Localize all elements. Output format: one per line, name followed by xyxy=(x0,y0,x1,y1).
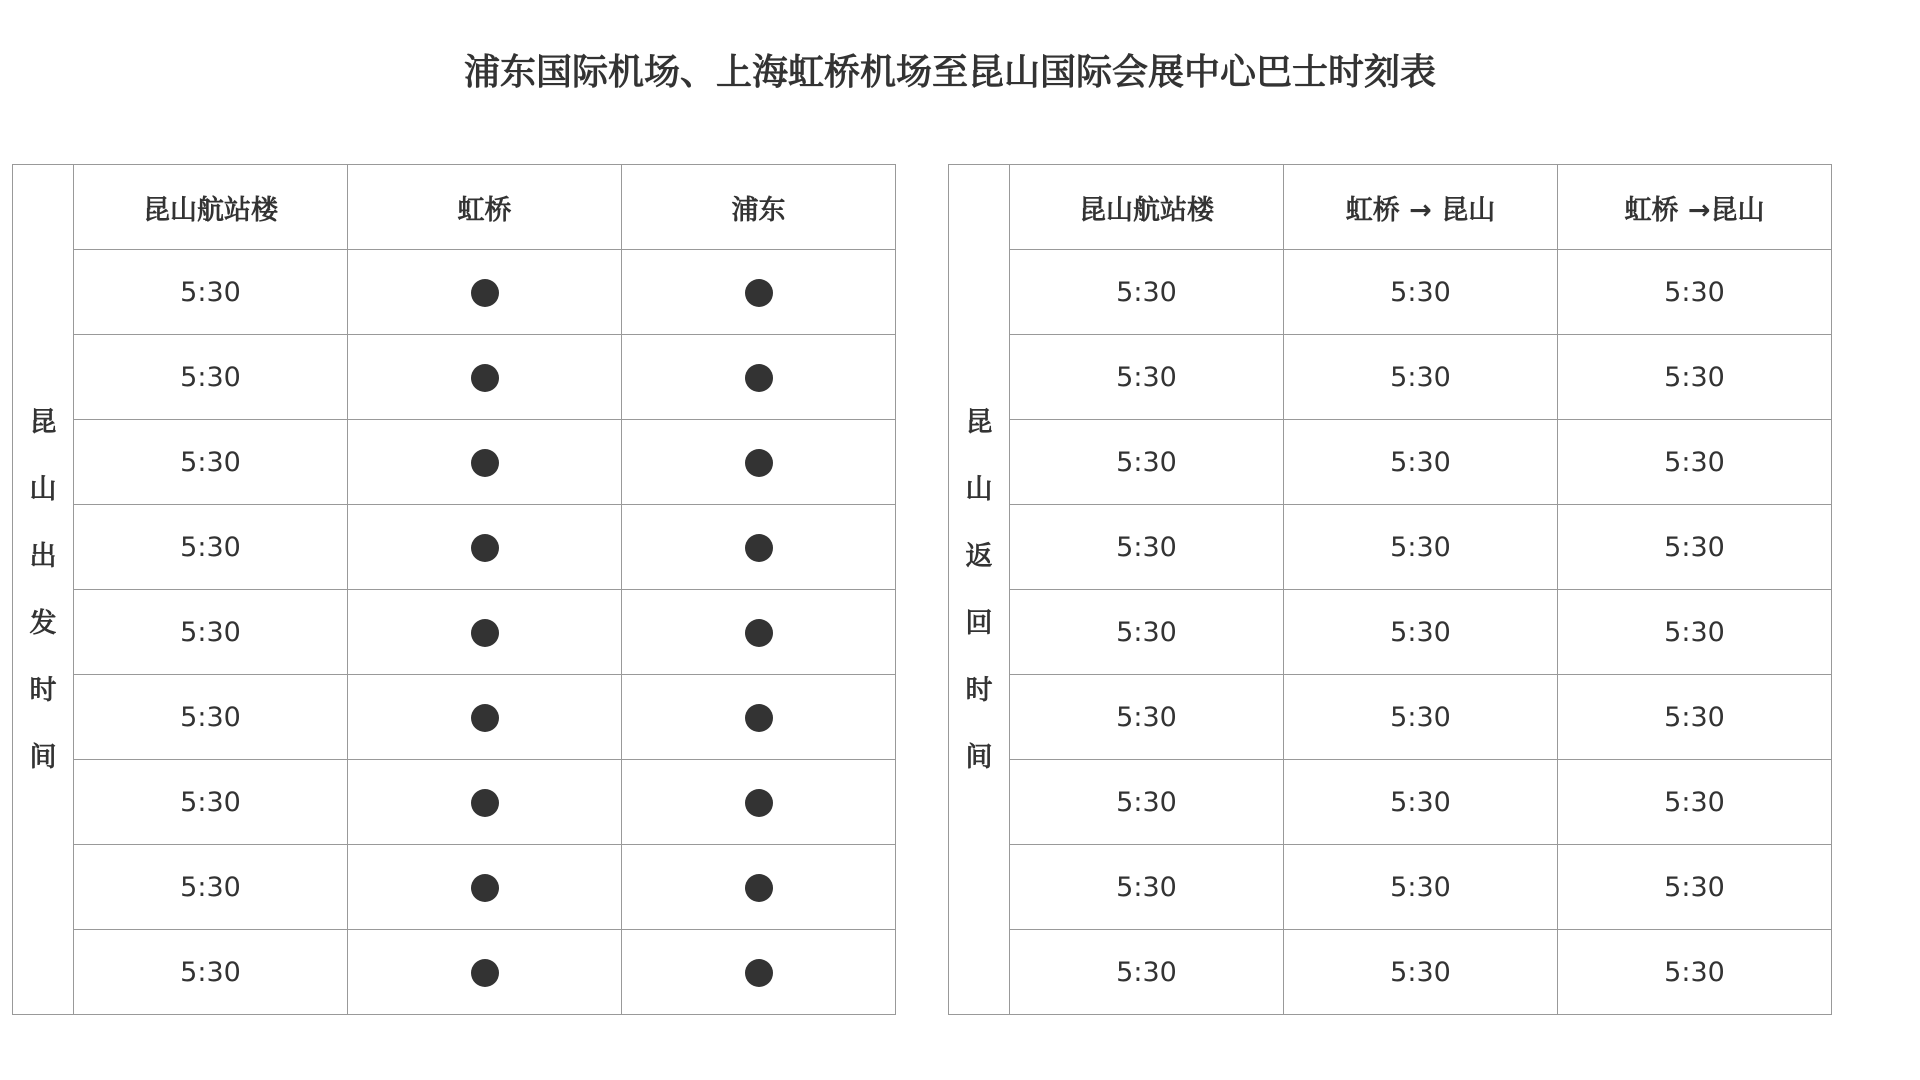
page-title: 浦东国际机场、上海虹桥机场至昆山国际会展中心巴士时刻表 xyxy=(463,52,1436,93)
table-row xyxy=(13,505,896,590)
filled-circle-icon xyxy=(471,279,499,307)
filled-circle-icon xyxy=(471,364,499,392)
departure-hongqiao-cell xyxy=(348,505,622,590)
table-row xyxy=(13,760,896,845)
return-side-char: 时 xyxy=(965,674,993,706)
return-time-cell: 5:30 xyxy=(1284,505,1558,590)
return-time-cell: 5:30 xyxy=(1558,420,1832,505)
filled-circle-icon xyxy=(745,534,773,562)
return-time-cell: 5:30 xyxy=(1010,845,1284,930)
departure-pudong-cell xyxy=(622,250,896,335)
departure-hongqiao-cell xyxy=(348,675,622,760)
filled-circle-icon xyxy=(471,704,499,732)
return-time-cell: 5:30 xyxy=(1558,760,1832,845)
departure-pudong-cell xyxy=(622,335,896,420)
filled-circle-icon xyxy=(745,789,773,817)
filled-circle-icon xyxy=(745,959,773,987)
departure-hongqiao-cell xyxy=(348,420,622,505)
departure-time-cell: 5:30 xyxy=(74,845,348,930)
departure-time-cell: 5:30 xyxy=(74,675,348,760)
return-side-char: 间 xyxy=(965,741,993,773)
return-column-header: 虹桥 →昆山 xyxy=(1558,165,1832,250)
departure-time-cell: 5:30 xyxy=(74,590,348,675)
return-time-cell: 5:30 xyxy=(1010,505,1284,590)
return-side-char: 山 xyxy=(965,473,993,505)
table-row xyxy=(13,420,896,505)
departure-side-char: 发 xyxy=(29,607,57,639)
departure-hongqiao-cell xyxy=(348,250,622,335)
return-time-cell: 5:30 xyxy=(1284,590,1558,675)
table-row xyxy=(13,845,896,930)
filled-circle-icon xyxy=(745,449,773,477)
return-time-cell: 5:30 xyxy=(1010,250,1284,335)
departure-time-cell: 5:30 xyxy=(74,250,348,335)
filled-circle-icon xyxy=(471,449,499,477)
return-time-cell: 5:30 xyxy=(1284,760,1558,845)
filled-circle-icon xyxy=(471,534,499,562)
departure-pudong-cell xyxy=(622,505,896,590)
table-row xyxy=(949,505,1832,590)
departure-pudong-cell xyxy=(622,760,896,845)
departure-pudong-cell xyxy=(622,675,896,760)
return-side-label-text xyxy=(949,389,1009,791)
return-time-cell: 5:30 xyxy=(1010,590,1284,675)
filled-circle-icon xyxy=(471,959,499,987)
return-time-cell: 5:30 xyxy=(1284,420,1558,505)
filled-circle-icon xyxy=(745,874,773,902)
table-row xyxy=(13,590,896,675)
return-column-header: 虹桥 → 昆山 xyxy=(1284,165,1558,250)
return-time-cell: 5:30 xyxy=(1558,505,1832,590)
return-side-char: 昆 xyxy=(965,406,993,438)
departure-pudong-cell xyxy=(622,420,896,505)
return-time-cell: 5:30 xyxy=(1558,250,1832,335)
departure-column-header: 浦东 xyxy=(622,165,896,250)
table-row xyxy=(949,250,1832,335)
return-time-cell: 5:30 xyxy=(1284,845,1558,930)
return-column-header: 昆山航站楼 xyxy=(1010,165,1284,250)
return-time-cell: 5:30 xyxy=(1284,675,1558,760)
filled-circle-icon xyxy=(745,704,773,732)
return-time-cell: 5:30 xyxy=(1010,930,1284,1015)
departure-time-cell: 5:30 xyxy=(74,760,348,845)
return-time-cell: 5:30 xyxy=(1284,930,1558,1015)
return-time-cell: 5:30 xyxy=(1010,675,1284,760)
departure-time-cell: 5:30 xyxy=(74,335,348,420)
table-row xyxy=(949,675,1832,760)
departure-side-char: 时 xyxy=(29,674,57,706)
filled-circle-icon xyxy=(745,279,773,307)
departure-hongqiao-cell xyxy=(348,930,622,1015)
departure-pudong-cell xyxy=(622,590,896,675)
departure-time-cell: 5:30 xyxy=(74,930,348,1015)
departure-pudong-cell xyxy=(622,845,896,930)
return-time-cell: 5:30 xyxy=(1010,335,1284,420)
filled-circle-icon xyxy=(745,619,773,647)
return-side-char: 返 xyxy=(965,540,993,572)
table-row xyxy=(949,760,1832,845)
table-row xyxy=(13,335,896,420)
table-row xyxy=(13,930,896,1015)
return-time-cell: 5:30 xyxy=(1558,675,1832,760)
departure-side-label xyxy=(13,165,74,1015)
departure-table xyxy=(12,164,896,1015)
table-row xyxy=(13,675,896,760)
return-side-char: 回 xyxy=(965,607,993,639)
return-time-cell: 5:30 xyxy=(1558,930,1832,1015)
departure-column-header: 虹桥 xyxy=(348,165,622,250)
table-row xyxy=(949,335,1832,420)
table-row xyxy=(949,845,1832,930)
departure-time-cell: 5:30 xyxy=(74,505,348,590)
return-side-label xyxy=(949,165,1010,1015)
departure-hongqiao-cell xyxy=(348,845,622,930)
departure-side-char: 昆 xyxy=(29,406,57,438)
departure-column-header: 昆山航站楼 xyxy=(74,165,348,250)
table-row xyxy=(949,590,1832,675)
departure-side-char: 间 xyxy=(29,741,57,773)
table-row xyxy=(949,930,1832,1015)
departure-time-cell: 5:30 xyxy=(74,420,348,505)
return-time-cell: 5:30 xyxy=(1284,335,1558,420)
departure-header-row xyxy=(13,165,896,250)
return-header-row xyxy=(949,165,1832,250)
return-time-cell: 5:30 xyxy=(1010,760,1284,845)
table-row xyxy=(13,250,896,335)
departure-side-char: 山 xyxy=(29,473,57,505)
departure-pudong-cell xyxy=(622,930,896,1015)
departure-hongqiao-cell xyxy=(348,335,622,420)
filled-circle-icon xyxy=(471,789,499,817)
return-table xyxy=(948,164,1832,1015)
return-time-cell: 5:30 xyxy=(1558,335,1832,420)
filled-circle-icon xyxy=(745,364,773,392)
filled-circle-icon xyxy=(471,619,499,647)
return-time-cell: 5:30 xyxy=(1558,845,1832,930)
table-row xyxy=(949,420,1832,505)
return-time-cell: 5:30 xyxy=(1010,420,1284,505)
return-time-cell: 5:30 xyxy=(1284,250,1558,335)
departure-hongqiao-cell xyxy=(348,760,622,845)
departure-side-char: 出 xyxy=(29,540,57,572)
departure-hongqiao-cell xyxy=(348,590,622,675)
departure-side-label-text xyxy=(13,389,73,791)
return-time-cell: 5:30 xyxy=(1558,590,1832,675)
filled-circle-icon xyxy=(471,874,499,902)
